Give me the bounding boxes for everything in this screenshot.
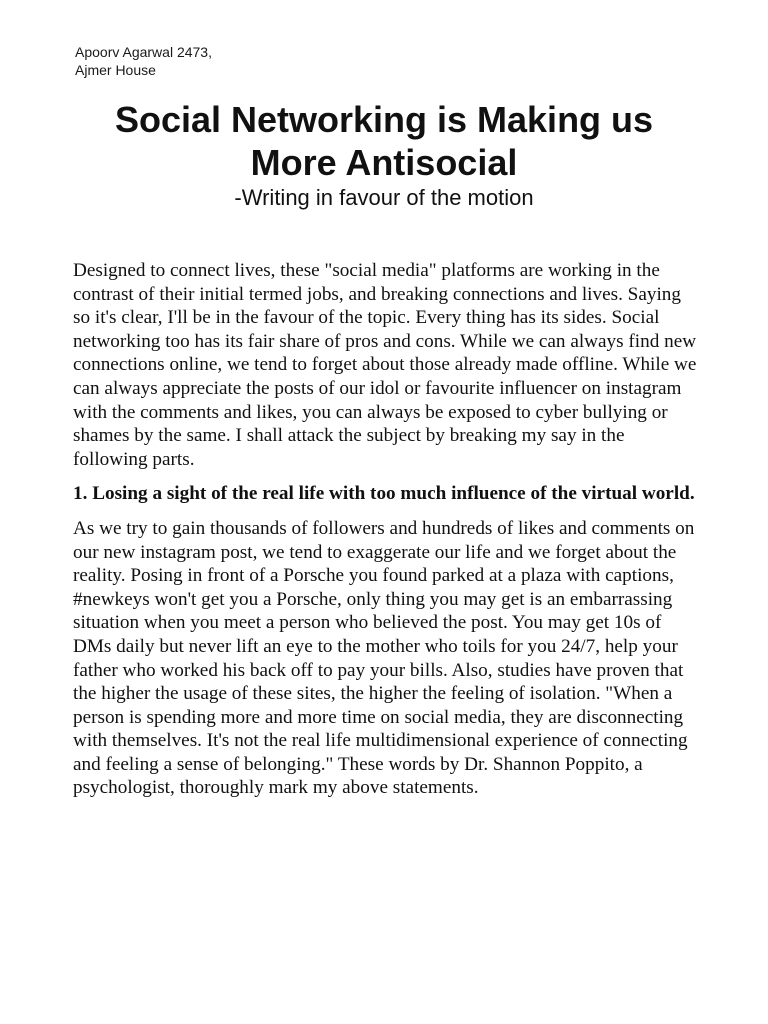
document-body	[73, 259, 698, 800]
title-line-2: More Antisocial	[250, 142, 518, 183]
section-heading: 1. Losing a sight of the real life with too much influence of the virtual world.	[73, 483, 695, 505]
document-subtitle: -Writing in favour of the motion	[234, 185, 534, 210]
author-name: Apoorv Agarwal 2473,	[75, 44, 212, 60]
intro-paragraph: Designed to connect lives, these "social media" platforms are working in the contrast of their initial termed jobs, and breaking connections and lives. Saying so it's clear, I'll be in the favour of the topic. Every thing has its sides. Social networking too has its fair share of pros and cons. While we can always find new connections online, we tend to forget about those already made offline. While we can always appreciate the posts of our idol or favourite influencer on instagram with the comments and likes, you can always be exposed to cyber bullying or shames by the same. I shall attack the subject by breaking my say in the following parts.	[73, 260, 697, 470]
document-title	[40, 98, 728, 184]
author-block	[75, 43, 212, 79]
section-paragraph: As we try to gain thousands of followers and hundreds of likes and comments on our new instagram post, we tend to exaggerate our life and we forget about the reality. Posing in front of a Porsche you found parked at a plaza with captions, #newkeys won't get you a Porsche, only thing you may get is an embarrassing situation when you meet a person who believed the post. You may get 10s of DMs daily but never lift an eye to the mother who toils for you 24/7, help your father who worked his back off to pay your bills. Also, studies have proven that the higher the usage of these sites, the higher the feeling of isolation. "When a person is spending more and more time on social media, they are disconnecting with themselves. It's not the real life multidimensional experience of connecting and feeling a sense of belonging." These words by Dr. Shannon Poppito, a psychologist, thoroughly mark my above statements.	[73, 517, 695, 799]
author-house: Ajmer House	[75, 62, 156, 78]
title-line-1: Social Networking is Making us	[114, 99, 654, 140]
